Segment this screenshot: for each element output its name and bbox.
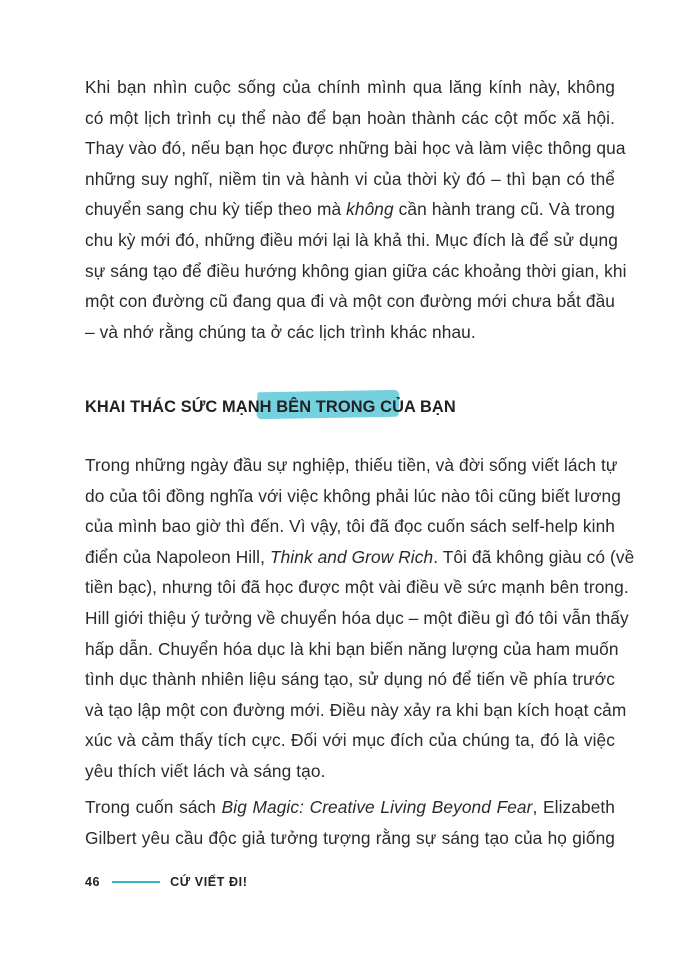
paragraph-3 [85, 792, 615, 853]
text-line: do của tôi đồng nghĩa với việc không phải lúc nào tôi cũng biết lương [85, 485, 621, 506]
text-run: . Tôi đã không giàu có (về [433, 546, 635, 567]
text-line [85, 542, 635, 573]
text-run: Trong cuốn sách [85, 797, 222, 817]
text-line: tình dục thành nhiên liệu sáng tạo, sử dụng nó để tiến về phía trước [85, 669, 615, 690]
text-line: có một lịch trình cụ thể nào để bạn hoàn thành các cột mốc xã hội. [85, 107, 615, 128]
italic-text: Think and Grow Rich [269, 546, 434, 567]
text-line: yêu thích viết lách và sáng tạo. [85, 760, 326, 781]
text-run: điển của Napoleon Hill, [85, 546, 270, 567]
section-heading [85, 398, 615, 417]
text-line: những suy nghĩ, niềm tin và hành vi của thời kỳ đó – thì bạn có thể [85, 168, 615, 189]
text-run: cần hành trang cũ. Và trong [393, 199, 615, 220]
text-run: , Elizabeth [532, 797, 616, 817]
text-line: và tạo lập một con đường mới. Điều này xảy ra khi bạn kích hoạt cảm [85, 699, 627, 720]
paragraph-1 [85, 72, 627, 347]
text-line: một con đường cũ đang qua đi và một con đường mới chưa bắt đầu [85, 291, 615, 312]
text-line: Khi bạn nhìn cuộc sống của chính mình qua lăng kính này, không [85, 77, 615, 97]
italic-text: không [346, 199, 394, 220]
page-footer [85, 872, 248, 892]
section-heading-text: KHAI THÁC SỨC MẠNH BÊN TRONG CỦA BẠN [85, 398, 456, 416]
text-line: chu kỳ mới đó, những điều mới lại là khả thi. Mục đích là để sử dụng [85, 229, 618, 250]
paragraph-2 [85, 450, 635, 787]
italic-text: Big Magic: Creative Living Beyond Fear [221, 797, 533, 817]
text-line [85, 194, 615, 225]
text-line: sự sáng tạo để điều hướng không gian giữa các khoảng thời gian, khi [85, 260, 627, 281]
footer-rule [112, 881, 160, 883]
text-line: Trong những ngày đầu sự nghiệp, thiếu tiền, và đời sống viết lách tự [85, 455, 618, 475]
page-number: 46 [85, 875, 101, 889]
text-line: tiền bạc), nhưng tôi đã học được một vài điều về sức mạnh bên trong. [85, 577, 629, 598]
text-line: – và nhớ rằng chúng ta ở các lịch trình khác nhau. [85, 321, 476, 342]
text-line [85, 792, 615, 823]
running-title: CỨ VIẾT ĐI! [170, 875, 248, 889]
text-run: chuyển sang chu kỳ tiếp theo mà [85, 199, 347, 220]
text-line: hấp dẫn. Chuyển hóa dục là khi bạn biến năng lượng của ham muốn [85, 638, 619, 659]
text-line: xúc và cảm thấy tích cực. Đối với mục đích của chúng ta, đó là việc [85, 730, 615, 751]
text-line: Gilbert yêu cầu độc giả tưởng tượng rằng sự sáng tạo của họ giống [85, 827, 615, 848]
text-line: Hill giới thiệu ý tưởng về chuyển hóa dục – một điều gì đó tôi vẫn thấy [85, 607, 629, 628]
text-line: của mình bao giờ thì đến. Vì vậy, tôi đã đọc cuốn sách self-help kinh [85, 516, 615, 537]
text-line: Thay vào đó, nếu bạn học được những bài học và làm việc thông qua [85, 138, 626, 159]
